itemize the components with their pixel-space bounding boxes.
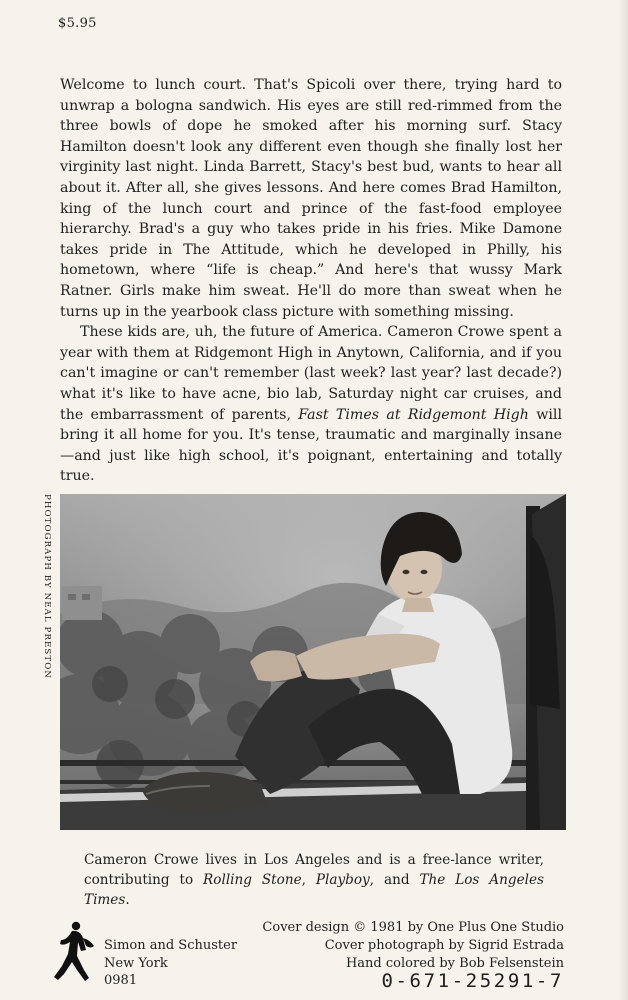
photo-credit [36, 494, 56, 679]
isbn-number: 0-671-25291-7 [381, 970, 564, 992]
publication-la-times: The Los Angeles Times [84, 872, 544, 908]
sower-logo-icon [50, 916, 98, 986]
author-bio-caption [84, 850, 544, 910]
caption-separator: , and [369, 872, 410, 888]
publisher-block [104, 937, 237, 990]
book-title: Fast Times at Ridgemont High [298, 406, 529, 423]
price-label: $5.95 [58, 16, 97, 31]
hand-colored-credit: Hand colored by Bob Felsenstein [345, 956, 564, 971]
page-edge-shadow [618, 0, 628, 1000]
publication-playboy: Playboy [315, 872, 370, 888]
author-photo [60, 494, 566, 830]
caption-separator: , [301, 872, 306, 888]
author-photo-illustration [60, 494, 566, 830]
blurb-p2-end: will bring it all home for you. It's tense, traumatic and marginally insane—and just like high school, it's poignant, entertaining and totally true. [60, 406, 562, 485]
publisher-city: New York [104, 955, 168, 971]
blurb-paragraph-2 [60, 322, 562, 487]
cover-photo-credit: Cover photograph by Sigrid Estrada [324, 938, 564, 953]
caption-end: . [125, 892, 130, 908]
publication-rolling-stone: Rolling Stone [203, 872, 302, 888]
blurb-p2-start: These kids are, uh, the future of America. Cameron Crowe spent a year with them at Ridgemont High in Anytown, California, and if you can't imagine or can't remember (last week? last year? last decade?) what it's like to have acne, bio lab, Saturday night car cruises, and the embarrassment of parents, [60, 324, 562, 423]
back-cover-blurb [60, 75, 562, 487]
blurb-paragraph-1: Welcome to lunch court. That's Spicoli over there, trying hard to unwrap a bologna sandwich. His eyes are still red-rimmed from the three bowls of dope he smoked after his morning surf. Stacy Hamilton doesn't look any different even though she finally lost her virginity last night. Linda Barrett, Stacy's best bud, wants to hear all about it. After all, she gives lessons. And here comes Brad Hamilton, king of the lunch court and prince of the fast-food employee hierarchy. Brad's a guy who takes pride in his fries. Mike Damone takes pride in The Attitude, which he developed in Philly, his hometown, where “life is cheap.” And here's that wussy Mark Ratner. Girls make him sweat. He'll do more than sweat when he turns up in the yearbook class picture with something missing. [60, 77, 562, 320]
publisher-code: 0981 [104, 973, 138, 988]
cover-design-credit: Cover design © 1981 by One Plus One Studio [262, 920, 564, 935]
cover-credits [262, 919, 564, 973]
caption-text: Cameron Crowe lives in Los Angeles and is a free-lance writer, contributing to [84, 852, 544, 888]
publisher-name: Simon and Schuster [104, 938, 238, 953]
photo-credit-text: PHOTOGRAPH BY NEAL PRESTON [42, 494, 52, 679]
